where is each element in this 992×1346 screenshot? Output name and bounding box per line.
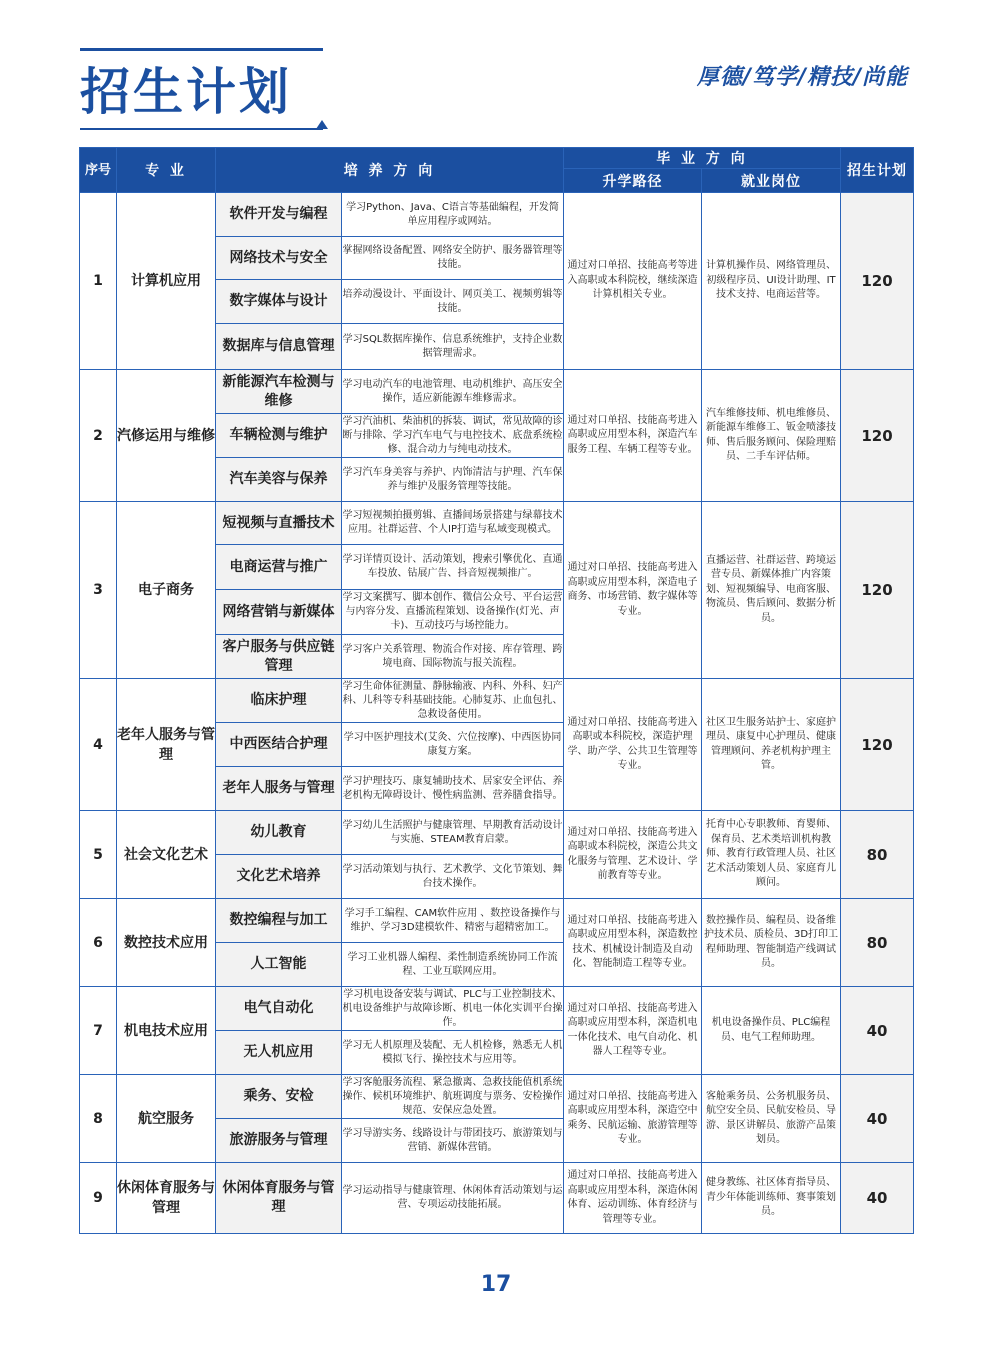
training-description: 学习中医护理技术(艾灸、穴位按摩)、中西医协同康复方案。 (342, 723, 564, 767)
employment-positions: 汽车维修技师、机电维修员、新能源车维修工、钣金喷漆技师、售后服务顾问、保险理赔员、二手车评估师。 (702, 370, 841, 502)
training-direction: 电商运营与推广 (216, 545, 342, 590)
training-description: 学习运动指导与健康管理、休闲体育活动策划与运营、专项运动技能拓展。 (342, 1163, 564, 1234)
enrollment-quota: 40 (841, 1075, 914, 1163)
training-direction: 车辆检测与维护 (216, 414, 342, 458)
training-direction: 临床护理 (216, 679, 342, 723)
further-study-path: 通过对口单招、技能高考等进入高职或本科院校，继续深造计算机相关专业。 (564, 193, 702, 370)
header-top-rule (80, 48, 323, 51)
further-study-path: 通过对口单招、技能高考进入高职或本科院校，深造公共文化服务与管理、艺术设计、学前教育等专业。 (564, 811, 702, 899)
major-name: 电子商务 (117, 502, 216, 679)
major-name: 社会文化艺术 (117, 811, 216, 899)
training-description: 学习汽车身美容与养护、内饰清洁与护理、汽车保养与维护及服务管理等技能。 (342, 458, 564, 502)
enrollment-plan-table (79, 147, 914, 1234)
row-number: 1 (80, 193, 117, 370)
further-study-path: 通过对口单招、技能高考进入高职或应用型本科，深造休闲体育、运动训练、体育经济与管理等专业。 (564, 1163, 702, 1234)
header-major: 专 业 (117, 148, 216, 193)
table-row (80, 987, 914, 1031)
training-description: 学习护理技巧、康复辅助技术、居家安全评估、养老机构无障碍设计、慢性病监测、营养膳食指导。 (342, 767, 564, 811)
further-study-path: 通过对口单招、技能高考进入高职或应用型本科，深造机电一体化技术、电气自动化、机器人工程等专业。 (564, 987, 702, 1075)
training-description: 学习电动汽车的电池管理、电动机维护、高压安全操作，适应新能源车维修需求。 (342, 370, 564, 414)
employment-positions: 健身教练、社区体育指导员、青少年体能训练师、赛事策划员。 (702, 1163, 841, 1234)
training-direction: 电气自动化 (216, 987, 342, 1031)
training-direction: 数据库与信息管理 (216, 324, 342, 370)
employment-positions: 数控操作员、编程员、设备维护技术员、质检员、3D打印工程师助理、智能制造产线调试员。 (702, 899, 841, 987)
training-direction: 文化艺术培养 (216, 855, 342, 899)
training-description: 学习无人机原理及装配、无人机检修，熟悉无人机模拟飞行、操控技术与应用等。 (342, 1031, 564, 1075)
employment-positions: 客舱乘务员、公务机服务员、航空安全员、民航安检员、导游、景区讲解员、旅游产品策划员。 (702, 1075, 841, 1163)
table-row (80, 193, 914, 237)
training-description: 学习活动策划与执行、艺术教学、文化节策划、舞台技术操作。 (342, 855, 564, 899)
triangle-marker-icon (316, 120, 328, 129)
training-direction: 休闲体育服务与管理 (216, 1163, 342, 1234)
training-description: 学习SQL数据库操作、信息系统维护，支持企业数据管理需求。 (342, 324, 564, 370)
row-number: 8 (80, 1075, 117, 1163)
row-number: 3 (80, 502, 117, 679)
table-row (80, 679, 914, 723)
page-title: 招生计划 (80, 63, 292, 121)
employment-positions: 社区卫生服务站护士、家庭护理员、康复中心护理员、健康管理顾问、养老机构护理主管。 (702, 679, 841, 811)
training-description: 学习生命体征测量、静脉输液、内科、外科、妇产科、儿科等专科基础技能。心肺复苏、止血包扎、急救设备使用。 (342, 679, 564, 723)
training-description: 学习客舱服务流程、紧急撤离、急救技能值机系统操作、候机环境维护、航班调度与票务、安检操作规范、安保应急处置。 (342, 1075, 564, 1119)
employment-positions: 直播运营、社群运营、跨境运营专员、新媒体推广内容策划、短视频编导、电商客服、物流员、售后顾问、数据分析员。 (702, 502, 841, 679)
further-study-path: 通过对口单招、技能高考进入高职或应用型本科，深造电子商务、市场营销、数字媒体等专业。 (564, 502, 702, 679)
training-direction: 乘务、安检 (216, 1075, 342, 1119)
enrollment-quota: 40 (841, 987, 914, 1075)
page-number: 17 (480, 1272, 512, 1297)
major-name: 数控技术应用 (117, 899, 216, 987)
training-direction: 短视频与直播技术 (216, 502, 342, 545)
title-underline (80, 128, 323, 130)
enrollment-quota: 120 (841, 679, 914, 811)
training-description: 学习短视频拍摄剪辑、直播间场景搭建与绿幕技术应用。社群运营、个人IP打造与私域变现模式。 (342, 502, 564, 545)
employment-positions: 机电设备操作员、PLC编程员、电气工程师助理。 (702, 987, 841, 1075)
major-name: 航空服务 (117, 1075, 216, 1163)
training-description: 学习手工编程、CAM软件应用 、数控设备操作与维护、学习3D建模软件、精密与超精密加工。 (342, 899, 564, 943)
major-name: 计算机应用 (117, 193, 216, 370)
training-description: 学习Python、Java、C语言等基础编程，开发简单应用程序或网站。 (342, 193, 564, 237)
row-number: 7 (80, 987, 117, 1075)
table-row (80, 502, 914, 545)
training-direction: 老年人服务与管理 (216, 767, 342, 811)
header-training: 培 养 方 向 (216, 148, 564, 193)
header-employment: 就业岗位 (702, 169, 841, 193)
row-number: 5 (80, 811, 117, 899)
table-row (80, 1075, 914, 1119)
header-seq: 序号 (80, 148, 117, 193)
further-study-path: 通过对口单招、技能高考进入高职或应用型本科，深造数控技术、机械设计制造及自动化、智能制造工程等专业。 (564, 899, 702, 987)
training-direction: 无人机应用 (216, 1031, 342, 1075)
training-direction: 汽车美容与保养 (216, 458, 342, 502)
further-study-path: 通过对口单招、技能高考进入高职或应用型本科，深造空中乘务、民航运输、旅游管理等专业。 (564, 1075, 702, 1163)
training-direction: 数控编程与加工 (216, 899, 342, 943)
row-number: 6 (80, 899, 117, 987)
school-motto: 厚德/笃学/精技/尚能 (696, 65, 908, 90)
training-description: 学习文案撰写、脚本创作、微信公众号、平台运营与内容分发、直播流程策划、设备操作(灯光、声卡)、互动技巧与场控能力。 (342, 590, 564, 635)
training-direction: 软件开发与编程 (216, 193, 342, 237)
training-direction: 网络营销与新媒体 (216, 590, 342, 635)
table-row (80, 899, 914, 943)
header-further-study: 升学路径 (564, 169, 702, 193)
training-description: 学习详情页设计、活动策划，搜索引擎优化、直通车投放、钻展广告、抖音短视频推广。 (342, 545, 564, 590)
enrollment-quota: 120 (841, 370, 914, 502)
table-row (80, 370, 914, 414)
enrollment-quota: 120 (841, 502, 914, 679)
enrollment-quota: 120 (841, 193, 914, 370)
major-name: 休闲体育服务与管理 (117, 1163, 216, 1234)
training-description: 学习工业机器人编程、柔性制造系统协同工作流程、工业互联网应用。 (342, 943, 564, 987)
major-name: 汽修运用与维修 (117, 370, 216, 502)
table-row (80, 811, 914, 855)
further-study-path: 通过对口单招、技能高考进入高职或本科院校，深造护理学、助产学、公共卫生管理等专业。 (564, 679, 702, 811)
training-description: 学习汽油机、柴油机的拆装、调试，常见故障的诊断与排除、学习汽车电气与电控技术、底盘系统检修、混合动力与纯电动技术。 (342, 414, 564, 458)
training-direction: 旅游服务与管理 (216, 1119, 342, 1163)
training-direction: 幼儿教育 (216, 811, 342, 855)
major-name: 机电技术应用 (117, 987, 216, 1075)
header-graduation: 毕 业 方 向 (564, 148, 841, 169)
further-study-path: 通过对口单招、技能高考进入高职或应用型本科，深造汽车服务工程、车辆工程等专业。 (564, 370, 702, 502)
training-direction: 数字媒体与设计 (216, 280, 342, 324)
training-description: 学习导游实务、线路设计与带团技巧、旅游策划与营销、新媒体营销。 (342, 1119, 564, 1163)
major-name: 老年人服务与管理 (117, 679, 216, 811)
enrollment-quota: 80 (841, 899, 914, 987)
row-number: 9 (80, 1163, 117, 1234)
enrollment-quota: 80 (841, 811, 914, 899)
employment-positions: 托育中心专职教师、育婴师、保育员、艺术类培训机构教师、教育行政管理人员、社区艺术活动策划人员、家庭育儿顾问。 (702, 811, 841, 899)
training-direction: 中西医结合护理 (216, 723, 342, 767)
row-number: 4 (80, 679, 117, 811)
enrollment-quota: 40 (841, 1163, 914, 1234)
training-description: 掌握网络设备配置、网络安全防护、服务器管理等技能。 (342, 237, 564, 280)
table-row (80, 1163, 914, 1234)
training-description: 培养动漫设计、平面设计、网页美工、视频剪辑等技能。 (342, 280, 564, 324)
training-direction: 人工智能 (216, 943, 342, 987)
training-direction: 客户服务与供应链管理 (216, 635, 342, 679)
employment-positions: 计算机操作员、网络管理员、初级程序员、UI设计助理、IT技术支持、电商运营等。 (702, 193, 841, 370)
training-direction: 网络技术与安全 (216, 237, 342, 280)
training-direction: 新能源汽车检测与维修 (216, 370, 342, 414)
training-description: 学习机电设备安装与调试、PLC与工业控制技术、机电设备维护与故障诊断、机电一体化实训平台操作。 (342, 987, 564, 1031)
training-description: 学习幼儿生活照护与健康管理、早期教育活动设计与实施、STEAM教育启蒙。 (342, 811, 564, 855)
header-quota: 招生计划 (841, 148, 914, 193)
row-number: 2 (80, 370, 117, 502)
training-description: 学习客户关系管理、物流合作对接、库存管理、跨境电商、国际物流与报关流程。 (342, 635, 564, 679)
